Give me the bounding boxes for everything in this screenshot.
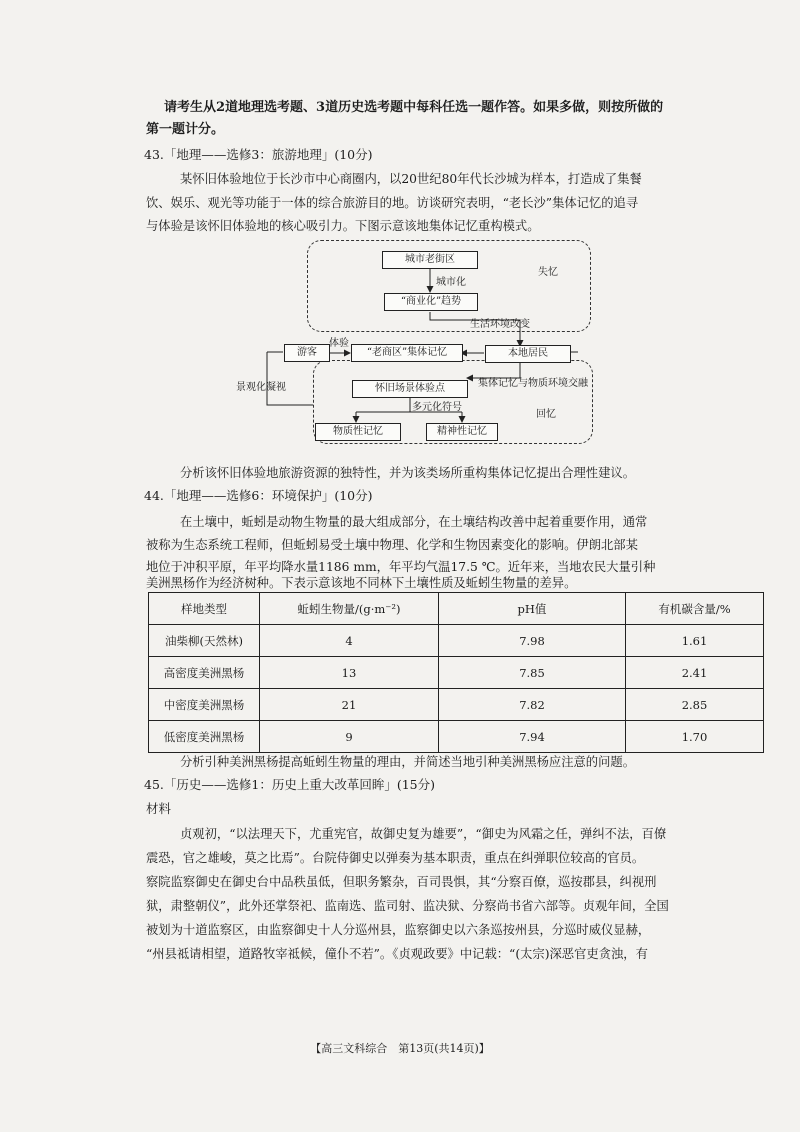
table-row <box>149 625 764 657</box>
q45-text-3: 察院监察御史在御史台中品秩虽低，但职务繁杂，百司畏惧，其“分察百僚，巡按郡县，纠视刑 <box>146 875 657 889</box>
collective-memory-box: “老商区”集体记忆 <box>351 344 463 362</box>
table-cell: 7.94 <box>439 721 626 753</box>
urbanization-label: 城市化 <box>436 277 466 288</box>
material-memory-box: 物质性记忆 <box>315 423 401 441</box>
table-cell: 1.61 <box>626 625 764 657</box>
recall-label: 回忆 <box>536 409 556 420</box>
q44-intro-3: 地位于冲积平原，年平均降水量1186 mm，年平均气温17.5 ℃。近年来，当地农民大量引种 <box>146 560 656 574</box>
q44-intro-1: 在土壤中，蚯蚓是动物生物量的最大组成部分，在土壤结构改善中起着重要作用，通常 <box>180 515 648 529</box>
q45-text-4: 狱，肃整朝仪”，此外还掌祭祀、监南选、监司射、监决狱、分察尚书省六部等。贞观年间，全国 <box>146 899 669 913</box>
table-header: 有机碳含量/% <box>626 593 764 625</box>
table-cell: 21 <box>260 689 439 721</box>
q45-text-2: 震恐，官之雄峻，莫之比焉”。台院侍御史以弹奏为基本职责，重点在纠弹职位较高的官员。 <box>146 851 645 865</box>
q45-header: 45.「历史——选修1：历史上重大改革回眸」(15分) <box>144 777 435 792</box>
env-change-label: 生活环境改变 <box>470 319 530 330</box>
table-header: 样地类型 <box>149 593 260 625</box>
table-cell: 1.70 <box>626 721 764 753</box>
q44-question: 分析引种美洲黑杨提高蚯蚓生物量的理由，并简述当地引种美洲黑杨应注意的问题。 <box>180 755 635 769</box>
q43-intro-3: 与体验是该怀旧体验地的核心吸引力。下图示意该地集体记忆重构模式。 <box>146 219 540 233</box>
table-cell: 4 <box>260 625 439 657</box>
table-cell: 13 <box>260 657 439 689</box>
q45-text-1: 贞观初，“以法理天下，尤重宪官，故御史复为雄要”，“御史为风霜之任，弹纠不法，百僚 <box>180 827 667 841</box>
instruction-line-2: 第一题计分。 <box>146 122 225 137</box>
table-cell: 7.85 <box>439 657 626 689</box>
table-header: pH值 <box>439 593 626 625</box>
table-cell: 9 <box>260 721 439 753</box>
old-street-box: 城市老街区 <box>382 251 478 269</box>
q44-intro-4: 美洲黑杨作为经济树种。下表示意该地不同林下土壤性质及蚯蚓生物量的差异。 <box>146 576 577 590</box>
commercial-trend-box: “商业化”趋势 <box>384 293 478 311</box>
table-header: 蚯蚓生物量/(g·m⁻²) <box>260 593 439 625</box>
landscape-gaze-label: 景观化凝视 <box>236 382 286 393</box>
table-cell: 高密度美洲黑杨 <box>149 657 260 689</box>
material-label: 材料 <box>146 801 172 816</box>
q43-intro-2: 饮、娱乐、观光等功能于一体的综合旅游目的地。访谈研究表明，“老长沙”集体记忆的追寻 <box>146 196 639 210</box>
table-cell: 2.41 <box>626 657 764 689</box>
instruction-line-1: 请考生从2道地理选考题、3道历史选考题中每科任选一题作答。如果多做，则按所做的 <box>164 100 664 115</box>
q43-intro-1: 某怀旧体验地位于长沙市中心商圈内，以20世纪80年代长沙城为样本，打造成了集餐 <box>180 172 642 186</box>
page-footer: 【高三文科综合 第13页(共14页)】 <box>310 1042 490 1055</box>
interaction-label: 集体记忆与物质环境交融 <box>478 378 588 389</box>
table-row <box>149 657 764 689</box>
soil-property-table <box>148 592 764 753</box>
q44-header: 44.「地理——选修6：环境保护」(10分) <box>144 488 373 503</box>
local-residents-box: 本地居民 <box>485 345 571 363</box>
tourist-box: 游客 <box>284 344 330 362</box>
table-cell: 7.82 <box>439 689 626 721</box>
symbols-label: 多元化符号 <box>412 402 462 413</box>
table-row <box>149 721 764 753</box>
nostalgia-carrier-box: 怀旧场景体验点 <box>352 380 468 398</box>
forget-label: 失忆 <box>538 267 558 278</box>
table-cell: 7.98 <box>439 625 626 657</box>
q43-question: 分析该怀旧体验地旅游资源的独特性，并为该类场所重构集体记忆提出合理性建议。 <box>180 466 635 480</box>
q45-text-6: “州县祗请相望，道路牧宰祗候，僮仆不若”。《贞观政要》中记载：“(太宗)深恶官吏贪浊，有 <box>146 947 648 961</box>
table-row <box>149 689 764 721</box>
table-cell: 中密度美洲黑杨 <box>149 689 260 721</box>
table-cell: 低密度美洲黑杨 <box>149 721 260 753</box>
table-header-row <box>149 593 764 625</box>
table-cell: 油柴柳(天然林) <box>149 625 260 657</box>
experience-label: 体验 <box>329 338 349 349</box>
spiritual-memory-box: 精神性记忆 <box>426 423 498 441</box>
q45-text-5: 被划为十道监察区，由监察御史十人分巡州县，监察御史以六条巡按州县，分巡时威仪显赫， <box>146 923 651 937</box>
table-cell: 2.85 <box>626 689 764 721</box>
q43-header: 43.「地理——选修3：旅游地理」(10分) <box>144 147 373 162</box>
q44-intro-2: 被称为生态系统工程师，但蚯蚓易受土壤中物理、化学和生物因素变化的影响。伊朗北部某 <box>146 538 638 552</box>
